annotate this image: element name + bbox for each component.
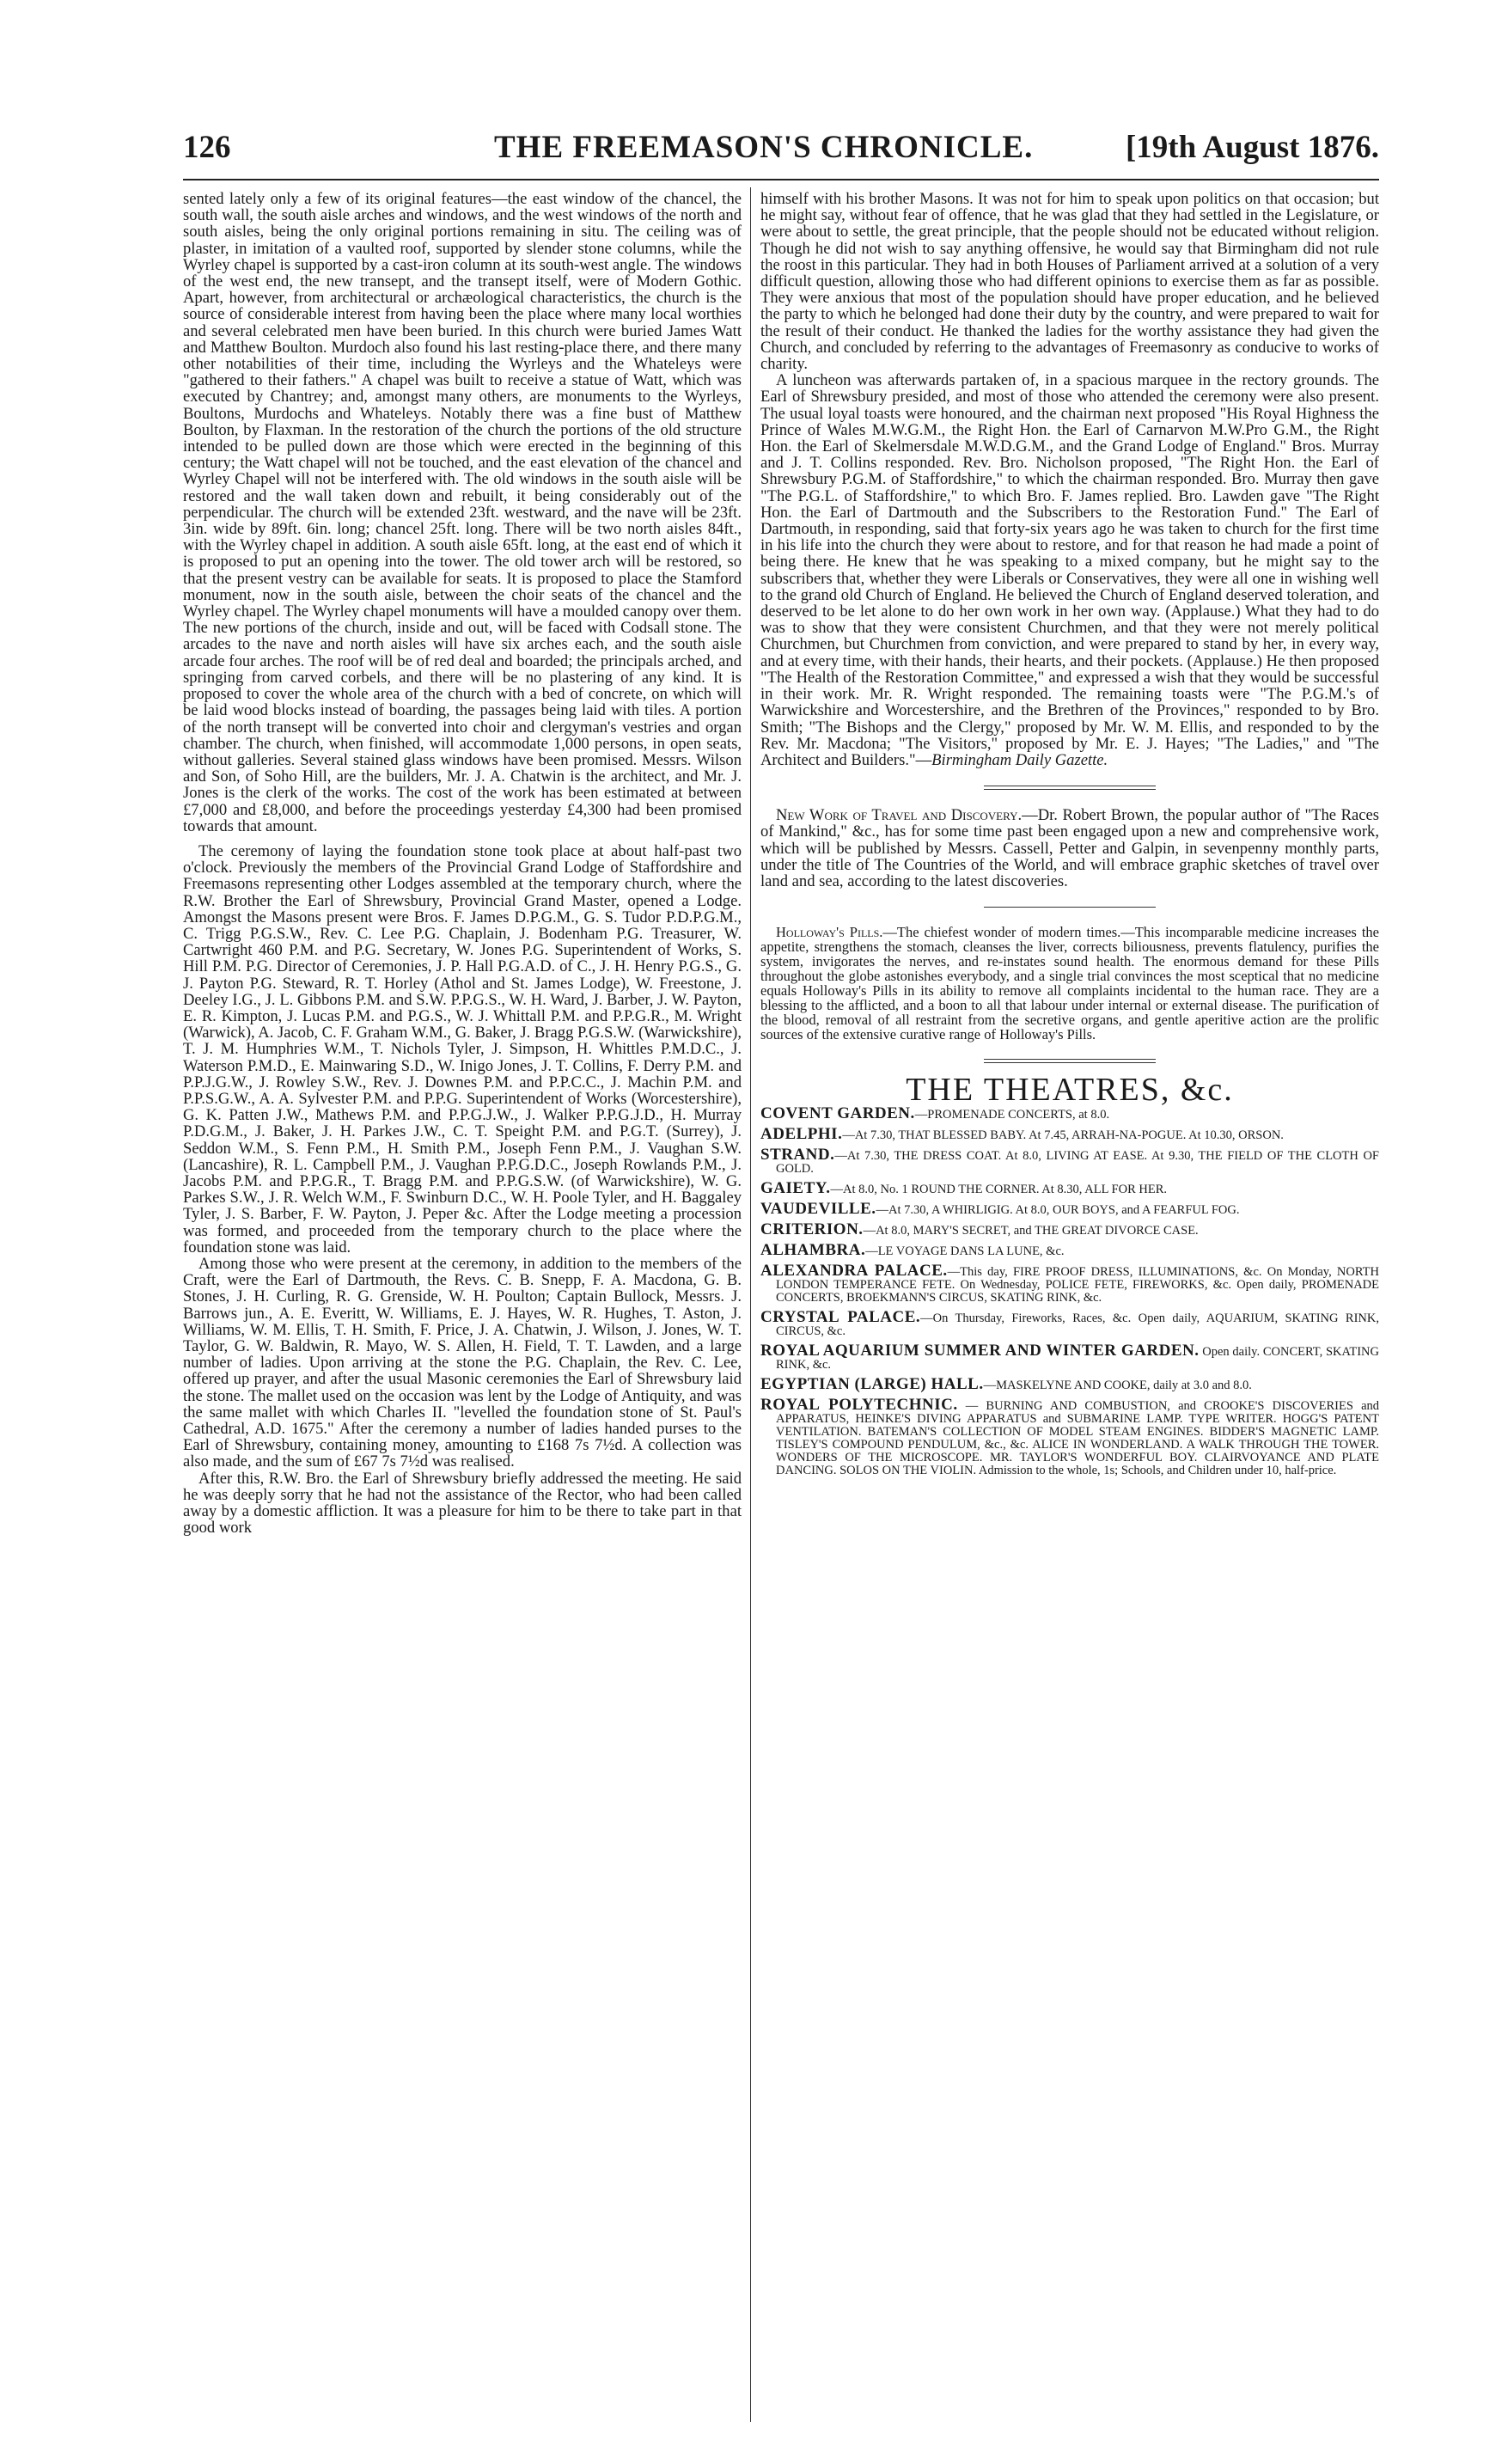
theatre-detail: —At 8.0, MARY'S SECRET, and THE GREAT DIVORCE CASE.	[863, 1224, 1199, 1238]
notice-paragraph	[760, 807, 1379, 890]
theatre-listing	[760, 1264, 1379, 1305]
section-separator	[984, 786, 1156, 790]
theatre-detail: —On Thursday, Fireworks, Races, &c. Open daily, AQUARIUM, SKATING RINK, CIRCUS, &c.	[776, 1311, 1379, 1339]
notice-body: —Dr. Robert Brown, the popular author of "The Races of Mankind," &c., has for some time past been engaged upon a new and comprehensive work, which will be published by Messrs. Cassell, Petter and Galpin, in sevenpenny monthly parts, under the title of The Countries of the World, and will embrace graphic sketches of travel over land and sea, according to the latest discoveries.	[760, 806, 1379, 890]
theatre-detail: —PROMENADE CONCERTS, at 8.0.	[914, 1108, 1110, 1122]
article-paragraph: himself with his brother Masons. It was not for him to speak upon politics on that occasion; but he might say, without fear of offence, that he was glad that they had settled in the Legislature, or were about to settle, the great principle, that the people should not be educated without religion. Though he did not wish to say anything offensive, he would say that Birmingham did not rule the roost in this particular. They had in both Houses of Parliament arrived at a solution of a very difficult question, allowing those who had different opinions to exercise them as far as possible. They were anxious that most of the population should have proper education, and he believed the party to which he belonged had done their duty by the country, and were prepared to wait for the result of their conduct. He thanked the ladies for the worthy assistance they had given the Church, and concluded by referring to the advantages of Freemasonry as conducive to works of charity.	[760, 190, 1379, 374]
advert-body: —The chiefest wonder of modern times.—This incomparable medicine increases the appetite, strengthens the stomach, cleanses the liver, corrects biliousness, prevents flatulency, purifies the system, invigorates the nerves, and re-instates sound health. The enormous demand for these Pills throughout the globe astonishes everybody, and a single trial convinces the most sceptical that no medicine equals Holloway's Pills in its ability to remove all complaints incidental to the human race. They are a blessing to the afflicted, and a boon to all that labour under internal or external disease. The purification of the blood, removal of all restraint from the secretive organs, and gentle aperitive action are the prolific sources of the extensive curative range of Holloway's Pills.	[760, 924, 1379, 1043]
theatre-listing	[760, 1241, 1379, 1260]
theatre-listing	[760, 1179, 1379, 1198]
theatre-listing	[760, 1202, 1379, 1217]
theatre-name: VAUDEVILLE.	[760, 1200, 876, 1219]
section-separator	[984, 907, 1156, 908]
theatre-name: ADELPHI.	[760, 1125, 843, 1144]
theatre-listing	[760, 1148, 1379, 1176]
article-paragraph: Among those who were present at the ceremony, in addition to the members of the Craft, were the Earl of Dartmouth, the Revs. C. B. Snepp, F. A. Macdona, G. B. Stones, J. H. Curling, R. G. Grenside, W. H. Poulton; Captain Bullock, Messrs. J. Barrows jun., A. E. Everitt, W. Williams, E. J. Hayes, W. R. Hughes, T. Aston, J. Williams, W. M. Ellis, T. H. Smith, F. Price, J. A. Chatwin, J. Wilson, J. Jones, W. T. Taylor, G. W. Baldwin, R. Mayo, W. S. Allen, H. Field, T. T. Lawden, and a large number of ladies. Upon arriving at the stone the P.G. Chaplain, the Rev. C. Lee, offered up prayer, and after the usual Masonic ceremonies the Earl of Shrewsbury laid the stone. The mallet used on the occasion was lent by the Lodge of Antiquity, and was the same mallet with which Charles II. "levelled the foundation stone of St. Paul's Cathedral, A.D. 1675." After the ceremony a number of ladies handed purses to the Earl of Shrewsbury, containing money, amounting to £168 7s 7½d. A collection was also made, and the sum of £67 7s 7½d was realised.	[183, 1255, 742, 1471]
article-paragraph: sented lately only a few of its original features—the east window of the chancel, the south wall, the south aisle arches and windows, and the west windows of the north and south aisles, being the only original portions remaining in situ. The ceiling was of plaster, in imitation of a vaulted roof, supported by slender stone columns, while the Wyrley chapel is supported by a cast-iron column at its south-west angle. The windows of the west end, the new transept, and the transept itself, were of Modern Gothic. Apart, however, from architectural or archæological characteristics, the church is the source of considerable interest from having been the place where many local worthies and several celebrated men have been buried. In this church were buried James Watt and Matthew Boulton. Murdoch also found his last resting-place there, and there many other notabilities of their time, including the Wyrleys and the Whateleys were "gathered to their fathers." A chapel was built to receive a statue of Watt, which was executed by Chantrey; and, amongst many others, are monuments to the Wyrleys, Boultons, Murdochs and Whateleys. Notably there was a fine bust of Matthew Boulton, by Flaxman. In the restoration of the church the portions of the old structure intended to be pulled down are those which were erected in the beginning of this century; the Watt chapel will not be touched, and the east elevation of the chancel and Wyrley Chapel will not be interfered with. The old windows in the south aisle will be restored and the wall taken down and rebuilt, it being considerably out of the perpendicular. The church will be extended 23ft. westward, and the nave will be 23ft. 3in. wide by 89ft. 6in. long; chancel 25ft. long. There will be two north aisles 84ft., with the Wyrley chapel in addition. A south aisle 65ft. long, at the east end of which it is proposed to put an opening into the tower. The old tower arch will be restored, so that the present vestry can be available for seats. It is proposed to place the Stamford monument, now in the south aisle, between the choir seats of the chancel and the Wyrley chapel. The Wyrley chapel monuments will have a moulded canopy over them. The new portions of the church, inside and out, will be faced with Codsall stone. The arcades to the nave and north aisles will have six arches each, and the south aisle arcade four arches. The roof will be of red deal and boarded; the principals arched, and springing from carved corbels, and there will be no plastering of any kind. It is proposed to cover the whole area of the church with a bed of concrete, on which will be laid wood blocks instead of boarding, the passages being laid with tiles. A portion of the north transept will be converted into choir and clergyman's vestries and organ chamber. The church, when finished, will accommodate 1,000 persons, in open seats, without galleries. Several stained glass windows have been promised. Messrs. Wilson and Son, of Soho Hill, are the builders, Mr. J. A. Chatwin is the architect, and Mr. J. Jones is the clerk of the works. The cost of the work has been estimated at between £7,000 and £8,000, and before the proceedings yesterday £4,300 had been promised towards that amount.	[183, 190, 742, 835]
theatre-detail: —This day, FIRE PROOF DRESS, ILLUMINATIONS, &c. On Monday, NORTH LONDON TEMPERANCE FETE. On Wednesday, POLICE FETE, FIREWORKS, &c. Open daily, PROMENADE CONCERTS, BROEKMANN'S CIRCUS, SKATING RINK, &c.	[776, 1265, 1379, 1305]
advert-paragraph	[760, 925, 1379, 1042]
issue-date: [19th August 1876.	[1125, 130, 1379, 165]
masthead-title: THE FREEMASON'S CHRONICLE.	[494, 130, 1034, 165]
article-paragraph	[760, 372, 1379, 768]
theatre-name: GAIETY.	[760, 1179, 831, 1198]
theatre-detail: — BURNING AND COMBUSTION, and CROOKE'S DISCOVERIES and APPARATUS, HEINKE'S DIVING APPARATUS and SUBMARINE LAMP. TYPE WRITER. HOGG'S PATENT VENTILATION. BATEMAN'S COLLECTION OF MODEL STEAM ENGINES. BIDDER'S MAGNETIC LAMP. TISLEY'S COMPOUND PENDULUM, &c., &c. ALICE IN WONDERLAND. A WALK THROUGH THE TOWER. WONDERS OF THE MICROSCOPE. MR. TAYLOR'S WONDERFUL BOY. CLAIRVOYANCE AND PLATE DANCING. SOLOS ON THE VIOLIN. Admission to the whole, 1s; Schools, and Children under 10, half-price.	[776, 1399, 1380, 1478]
source-credit: Birmingham Daily Gazette.	[931, 750, 1108, 769]
column-divider	[750, 187, 751, 2422]
article-paragraph: The ceremony of laying the foundation stone took place at about half-past two o'clock. Previously the members of the Provincial Grand Lodge of Staffordshire and Freemasons representing other Lodges assembled at the temporary church, where the R.W. Brother the Earl of Shrewsbury, Provincial Grand Master, opened a Lodge. Amongst the Masons present were Bros. F. James D.P.G.M., G. S. Tudor P.D.P.G.M., C. Trigg P.G.S.W., Rev. C. Lee P.G. Chaplain, J. Bodenham P.G. Treasurer, W. Cartwright 460 P.M. and P.G. Secretary, W. Jones P.G. Superintendent of Works, S. Hill P.M. P.G. Director of Ceremonies, J. P. Hall P.G.A.D. of C., J. H. Henry P.G.S., G. J. Payton P.G. Steward, R. T. Horley (Athol and St. James Lodge), W. Freestone, J. Deeley I.G., J. L. Gibbons P.M. and S.W. P.P.G.S., W. H. Ward, J. Barber, J. W. Payton, E. R. Kimpton, J. Lucas P.M. and P.G.S., W. J. Whittall P.M. and P.P.G.R., M. Wright (Warwick), A. Jacob, C. F. Graham W.M., G. Baker, J. Bragg P.G.S.W. (Warwickshire), T. J. M. Humphries W.M., T. Nichols Tyler, J. Simpson, H. Whittles P.M.D.C., J. Waterson P.M.D., E. Mainwaring S.D., W. Inigo Jones, J. T. Collins, F. Derry P.M. and P.P.J.G.W., J. Rowley S.W., Rev. J. Downes P.M. and P.P.C.C., J. Machin P.M. and P.P.S.G.W., A. A. Sylvester P.M. and P.P.G. Superintendent of Works (Worcestershire), G. K. Patten J.W., Mathews P.M. and P.P.G.J.W., J. Walker P.P.G.J.D., H. Murray P.D.G.M., J. Baker, J. H. Parkes J.W., C. T. Speight P.M. and P.G.T. (Surrey), J. Seddon W.M., S. Fenn P.M., H. Smith P.M., Joseph Fenn P.M., J. Vaughan S.W. (Lancashire), R. L. Campbell P.M., J. Vaughan P.P.G.D.C., Joseph Rowlands P.M., J. Jacobs P.M. and P.P.G.R., T. Bragg P.M. and P.P.G.S.W. (of Warwickshire), W. G. Parkes S.W., J. R. Welch W.M., F. Swinburn D.C., W. H. Poole Tyler, and H. Baggaley Tyler, J. S. Barber, F. W. Payton, J. Peper &c. After the Lodge meeting a procession was formed, and proceeded from the temporary church to the place where the foundation stone was laid.	[183, 841, 742, 1256]
theatre-detail: —LE VOYAGE DANS LA LUNE, &c.	[865, 1244, 1065, 1259]
theatre-listing	[760, 1398, 1379, 1477]
theatre-name: ROYAL POLYTECHNIC.	[760, 1396, 958, 1415]
theatre-listing	[760, 1104, 1379, 1123]
theatre-name: ROYAL AQUARIUM SUMMER AND WINTER GARDEN.	[760, 1342, 1200, 1360]
theatre-detail: —At 7.30, THE DRESS COAT. At 8.0, LIVING AT EASE. At 9.30, THE FIELD OF THE CLOTH OF GOLD.	[776, 1149, 1379, 1177]
left-column	[183, 191, 742, 1536]
theatre-detail: —At 7.30, A WHIRLIGIG. At 8.0, OUR BOYS, and A FEARFUL FOG.	[876, 1203, 1240, 1218]
article-paragraph-text: A luncheon was afterwards partaken of, in a spacious marquee in the rectory grounds. The Earl of Shrewsbury presided, and most of those who attended the ceremony were also present. The usual loyal toasts were honoured, and the chairman next proposed "His Royal Highness the Prince of Wales M.W.G.M., the Right Hon. the Earl of Carnarvon M.W.Pro G.M., the Right Hon. the Earl of Skelmersdale M.W.D.G.M., and the Grand Lodge of England." Bros. Murray and J. T. Collins responded. Rev. Bro. Nicholson proposed, "The Right Hon. the Earl of Shrewsbury P.G.M. of Staffordshire," to which the chairman responded. Bro. Murray then gave "The P.G.L. of Staffordshire," to which Bro. F. James replied. Bro. Lawden gave "The Right Hon. the Earl of Dartmouth and the Subscribers to the Restoration Fund." The Earl of Dartmouth, in responding, said that forty-six years ago he was taken to church for the first time in his life into the church they were about to restore, and for that reason he had made a point of being there. He knew that he was speaking to a mixed company, but he might say to the subscribers that, whether they were Liberals or Conservatives, they were all one in wishing well to the grand old Church of England. He believed the Church of England deserved toleration, and deserved to be let alone to do her own work in her own way. (Applause.) What they had to do was to show that they were consistent Churchmen, and that they were not merely political Churchmen, but Churchmen from conviction, and were prepared to stand by her, in every way, and at every time, with their hands, their hearts, and their pockets. (Applause.) He then proposed "The Health of the Restoration Committee," and expressed a wish that they would be successful in their work. Mr. R. Wright responded. The remaining toasts were "The P.G.M.'s of Warwickshire and Worcestershire, and the Brethren of the Provinces," responded to by Bro. Smith; "The Bishops and the Clergy," proposed by Mr. W. M. Ellis, and responded to by the Rev. Mr. Macdona; "The Visitors," proposed by Mr. E. J. Hayes; "The Ladies," and "The Architect and Builders."—	[760, 371, 1379, 769]
theatre-detail: —At 7.30, THAT BLESSED BABY. At 7.45, ARRAH-NA-POGUE. At 10.30, ORSON.	[842, 1128, 1284, 1143]
theatre-detail: —MASKELYNE AND COOKE, daily at 3.0 and 8.0.	[983, 1379, 1252, 1393]
theatre-name: EGYPTIAN (LARGE) HALL.	[760, 1375, 984, 1394]
theatre-name: COVENT GARDEN.	[760, 1104, 915, 1123]
section-separator	[984, 1059, 1156, 1063]
theatre-listing	[760, 1220, 1379, 1239]
theatre-listing	[760, 1125, 1379, 1144]
page-header	[133, 129, 1379, 174]
theatre-listing	[760, 1344, 1379, 1372]
advert-lead: Holloway's Pills.	[776, 924, 883, 941]
theatre-name: CRITERION.	[760, 1220, 864, 1239]
page-number: 126	[183, 130, 231, 165]
header-rule	[183, 179, 1379, 180]
right-column	[760, 191, 1379, 1483]
article-paragraph: After this, R.W. Bro. the Earl of Shrewsbury briefly addressed the meeting. He said he was deeply sorry that he had not the assistance of the Rector, who had been called away by a domestic affliction. It was a pleasure for him to be there to take part in that good work	[183, 1469, 742, 1538]
theatre-name: ALEXANDRA PALACE.	[760, 1262, 948, 1281]
theatre-listing	[760, 1375, 1379, 1394]
theatre-listing	[760, 1308, 1379, 1339]
theatre-name: CRYSTAL PALACE.	[760, 1308, 921, 1327]
theatre-detail: —At 8.0, No. 1 ROUND THE CORNER. At 8.30, ALL FOR HER.	[830, 1183, 1167, 1197]
theatre-name: STRAND.	[760, 1146, 835, 1165]
theatre-listings	[760, 1104, 1380, 1478]
theatre-detail: Open daily. CONCERT, SKATING RINK, &c.	[776, 1345, 1380, 1373]
theatre-name: ALHAMBRA.	[760, 1241, 866, 1260]
notice-lead: New Work of Travel and Discovery.	[776, 806, 1023, 825]
theatres-heading: THE THEATRES, &c.	[906, 1072, 1234, 1109]
